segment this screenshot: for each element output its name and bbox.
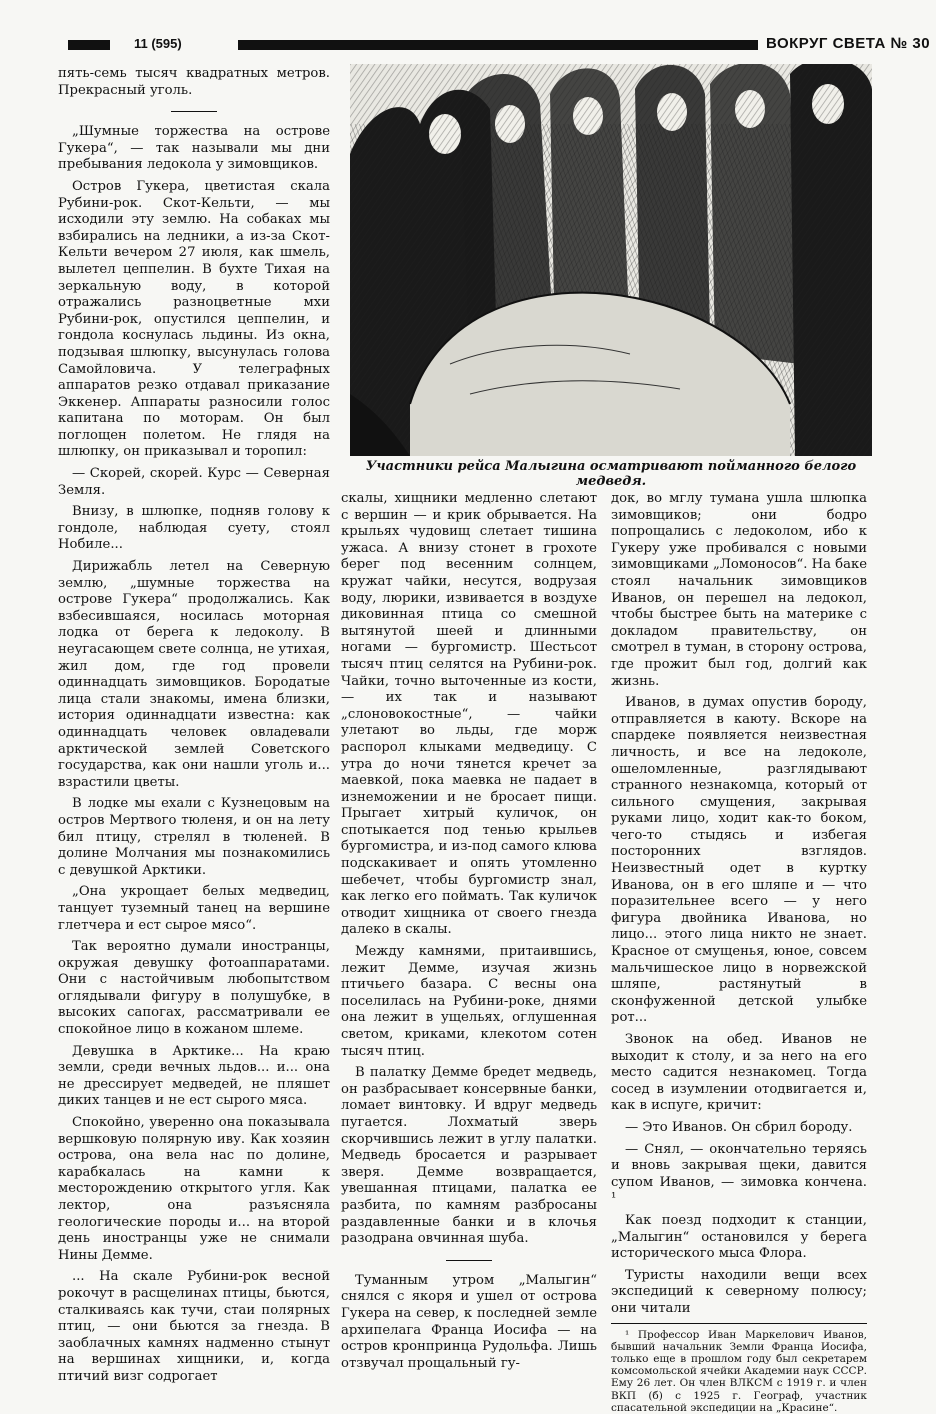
header-rule-center [238, 40, 758, 50]
paragraph: Звонок на обед. Иванов не выходит к столу, и за него на его место садится незнакомец. Тогда сосед в изумлении отодвигается и, как в испуге, кричит: [611, 1032, 867, 1114]
text-column-2 [341, 491, 597, 1377]
page-header [68, 35, 931, 54]
section-divider [171, 111, 217, 112]
paragraph: док, во мглу тумана ушла шлюпка зимовщиков; они бодро попрощались с ледоколом, ибо к Гукеру уже пробивался с новыми зимовщиками „Ломоносов“. На баке стоял начальник зимовщиков Иванов, он перешел на ледокол, чтобы быстрее быть на материке с докладом правительству, он смотрел в туман, в сторону острова, где прожит был год, долгий как жизнь. [611, 491, 867, 689]
paragraph: скалы, хищники медленно слетают с вершин — и крик обрывается. На крыльях чудовищ слетает тишина ужаса. А внизу стонет в грохоте берег под весенним солнцем, кружат чайки, несутся, водрузая воду, люрики, извивается в воздухе диковинная птица со смешной вытянутой шеей и длинными ногами — бургомистр. Шестьсот тысяч птиц селятся на Рубини-рок. Чайки, точно выточенные из кости, — их так и называют „слоновокостные“, — чайки улетают во льды, где морж распорол клыками медведицу. С утра до ночи тянется кречет за маевкой, пока маевка не падает в изнеможении и не бросает пищи. Прыгает хитрый куличок, он спотыкается под тенью крыльев бургомистра, и из-под самого клюва подскакивает и опять утомленно шебечет, чтобы бургомистр знал, как легко его поймать. Так куличок отводит хищника от своего гнезда далеко в скалы. [341, 491, 597, 938]
paragraph: Так вероятно думали иностранцы, окружая девушку фотоаппаратами. Они с настойчивым любопытством оглядывали фигуру в полушубке, в высоких сапогах, рассматривали ее спокойное лицо в кожаном шлеме. [58, 939, 330, 1038]
paragraph: Между камнями, притаившись, лежит Демме, изучая жизнь птичьего базара. С весны она поселилась на Рубини-роке, днями она лежит в ущельях, оглушенная светом, криками, клекотом сотен тысяч птиц. [341, 944, 597, 1059]
paragraph: „Шумные торжества на острове Гукера“, — так называли мы дни пребывания ледокола у зимовщиков. [58, 124, 330, 173]
paragraph: Как поезд подходит к станции, „Малыгин“ остановился у берега исторического мыса Флора. [611, 1212, 867, 1262]
footnote [611, 1323, 867, 1414]
paragraph: Туманным утром „Малыгин“ снялся с якоря и ушел от острова Гукера на север, к последней земле архипелага Франца Иосифа — на остров кронпринца Рудольфа. Лишь отзвучал прощальный гу- [341, 1272, 597, 1371]
text-column-3 [611, 491, 867, 1414]
paragraph: — Скорей, скорей. Курс — Северная Земля. [58, 466, 330, 498]
paragraph: Дирижабль летел на Северную землю, „шумные торжества на острове Гукера“ продолжались. Как взбесившаяся, носилась моторная лодка от берега к ледоколу. В неугасающем свете солнца, не утихая, жил дом, где год провели одиннадцать зимовщиков. Бородатые лица стали знакомы, имена близки, история одиннадцати известна: как одиннадцать человек овладевали арктической землей Советского государства, как они нашли уголь и... взрастили цветы. [58, 559, 330, 790]
paragraph: Туристы находили вещи всех экспедиций к северному полюсу; они читали [611, 1267, 867, 1316]
paragraph: В лодке мы ехали с Кузнецовым на остров Мертвого тюленя, и он на лету бил птицу, стрелял в тюленей. В долине Молчания мы познакомились с девушкой Арктики. [58, 796, 330, 878]
paragraph: Остров Гукера, цветистая скала Рубини-рок. Скот-Кельти, — мы исходили эту землю. На собаках мы взбирались на ледники, а из-за Скот-Кельти вечером 27 июля, как шмель, вылетел цеппелин. В бухте Тихая на зеркальную воду, в которой отражались разноцветные мхи Рубини-рок, опустился цеппелин, и гондола коснулась льдины. Из окна, подзывая шлюпку, высунулась голова Самойловича. У телеграфных аппаратов резко отдавал приказание Эккенер. Аппараты разносили голос капитана по моторам. Он был поглощен полетом. Не глядя на шлюпку, он приказывал и торопил: [58, 178, 330, 460]
paragraph: Иванов, в думах опустив бороду, отправляется в каюту. Вскоре на спардеке появляется неизвестная личность, и все на ледоколе, ошеломленные, разглядывают странного незнакомца, который от сильного смущения, закрывая руками лицо, ходит как-то боком, чего-то стыдясь и избегая посторонних взглядов. Неизвестный одет в куртку Иванова, он в его шляпе и — что поразительнее всего — у него фигура двойника Иванова, но лицо... этого лица никто не знает. Красное от смущенья, юное, совсем мальчишеское лицо в норвежской шляпе, растянутый в сконфуженной детской улыбке рот... [611, 695, 867, 1026]
magazine-title: ВОКРУГ СВЕТА № 30 [766, 35, 931, 52]
section-divider [446, 1260, 492, 1261]
footnote-text: ¹ Профессор Иван Маркелович Иванов, бывший начальник Земли Франца Иосифа, только еще в прошлом году был секретарем комсомольской ячейки Академии наук СССР. Ему 26 лет. Он член ВЛКСМ с 1919 г. и член ВКП (б) с 1925 г. Географ, участник спасательной экспедиции на „Красине“. [611, 1328, 867, 1414]
text-column-1 [58, 66, 330, 1391]
polar-bear-illustration [350, 64, 872, 456]
header-rule-left [68, 40, 110, 50]
page-number: 11 (595) [134, 36, 182, 51]
paragraph: В палатку Демме бредет медведь, он разбрасывает консервные банки, ломает винтовку. И вдруг медведь пугается. Лохматый зверь скорчившись лежит в углу палатки. Медведь бросается и разрывает зверя. Демме возвращается, увешанная птицами, палатка ее разбита, по камням разбросаны раздавленные банки и в клочья разодрана овчинная шуба. [341, 1065, 597, 1247]
paragraph: — Это Иванов. Он сбрил бороду. [625, 1119, 853, 1135]
paragraph: Спокойно, уверенно она показывала вершковую полярную иву. Как хозяин острова, она вела нас по долине, карабкалась на камни к месторождению открытого угля. Как лектор, она разъясняла геологические породы и... на второй день иностранцы уже не снимали Нины Демме. [58, 1115, 330, 1263]
paragraph: ... На скале Рубини-рок весной рокочут в расщелинах птицы, бьются, сталкиваясь как тучи, стаи полярных птиц, — они бьются за гнезда. В заоблачных камнях надменно стынут на вершинах хищники, и, когда птичий визг содрогает [58, 1269, 330, 1384]
paragraph: Девушка в Арктике... На краю земли, среди вечных льдов... и... она не дрессирует медведей, не пляшет диких танцев и не ест сырого мяса. [58, 1043, 330, 1109]
paragraph: Внизу, в шлюпке, подняв голову к гондоле, наблюдая суету, стоял Нобиле... [58, 504, 330, 553]
illustration-caption: Участники рейса Малыгина осматривают пойманного белого медведя. [365, 459, 857, 489]
paragraph: „Она укрощает белых медведиц, танцует туземный танец на вершине глетчера и ест сырое мясо“. [58, 884, 330, 933]
paragraph: — Снял, — окончательно теряясь и вновь закрывая щеки, давится супом Иванов, — зимовка кончена. ¹ [611, 1141, 867, 1207]
paragraph: пять-семь тысяч квадратных метров. Прекрасный уголь. [58, 66, 330, 98]
